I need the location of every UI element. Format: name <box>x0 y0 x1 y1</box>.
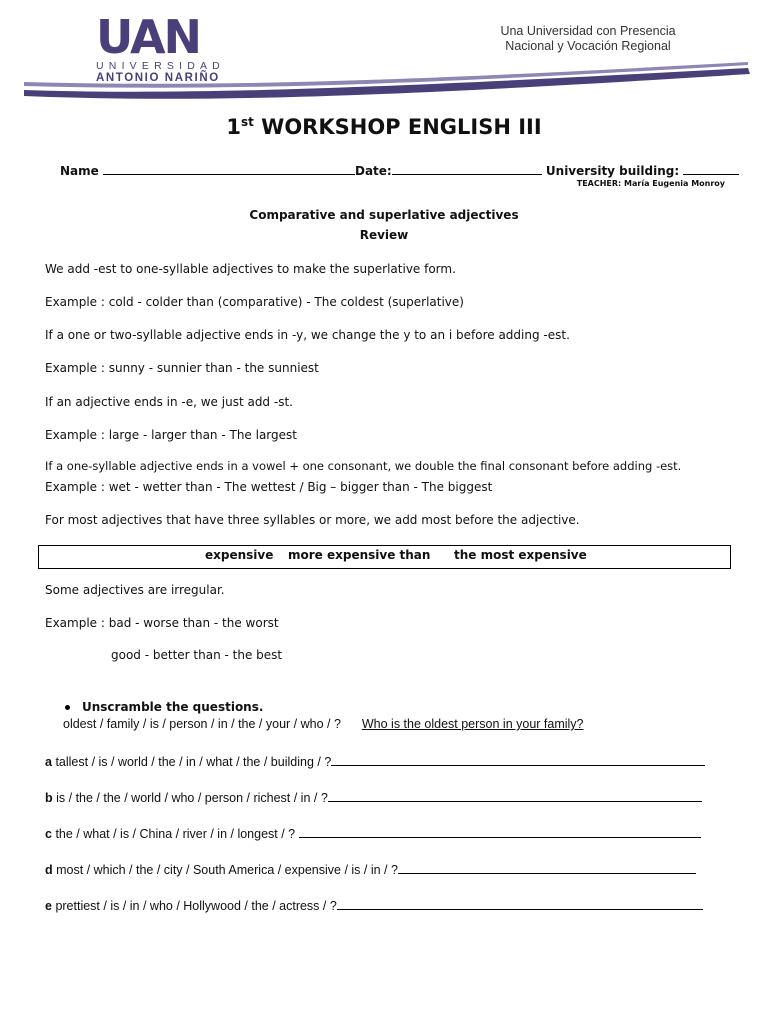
university-tagline <box>468 24 708 54</box>
title-ordinal: 1 <box>226 115 241 139</box>
rule-example: Example : wet - wetter than - The wettest / Big – bigger than - The biggest <box>45 480 493 494</box>
tagline-line-1: Una Universidad con Presencia <box>500 24 676 38</box>
header-swoosh-decoration <box>0 52 768 104</box>
item-prompt: prettiest / is / in / who / Hollywood / the / actress / ? <box>55 899 337 913</box>
example-prompt: oldest / family / is / person / in / the / your / who / ? <box>63 717 341 731</box>
exercise-item-a <box>45 753 705 769</box>
irregular-intro: Some adjectives are irregular. <box>45 583 225 597</box>
answer-blank-e[interactable] <box>337 897 703 910</box>
item-letter: c <box>45 827 52 841</box>
item-prompt: is / the / the / world / who / person / richest / in / ? <box>56 791 328 805</box>
exercise-heading <box>65 700 263 714</box>
logo-line-universidad: UNIVERSIDAD <box>96 60 225 72</box>
tagline-line-2: Nacional y Vocación Regional <box>505 39 671 53</box>
name-label: Name <box>60 164 99 178</box>
student-fields-row <box>60 162 739 178</box>
title-text: WORKSHOP ENGLISH III <box>253 115 542 139</box>
rule-example: Example : sunny - sunnier than - the sunniest <box>45 361 319 375</box>
item-letter: b <box>45 791 53 805</box>
exercise-item-b <box>45 789 702 805</box>
exercise-example <box>63 717 584 731</box>
page-title <box>0 115 768 139</box>
date-label: Date: <box>354 164 392 178</box>
box-base-form: expensive <box>205 548 274 562</box>
item-prompt: the / what / is / China / river / in / longest / ? <box>55 827 299 841</box>
logo-line-antonio-narino: ANTONIO NARIÑO <box>96 72 220 84</box>
item-prompt: most / which / the / city / South America / expensive / is / in / ? <box>56 863 398 877</box>
rule-example: Example : large - larger than - The largest <box>45 428 297 442</box>
exercise-item-c <box>45 825 701 841</box>
rule-text: If a one-syllable adjective ends in a vowel + one consonant, we double the final consonant before adding -est. <box>45 459 682 473</box>
irregular-example-1: Example : bad - worse than - the worst <box>45 616 279 630</box>
date-blank[interactable] <box>392 162 542 175</box>
rule-text: For most adjectives that have three syllables or more, we add most before the adjective. <box>45 513 580 527</box>
section-title: Comparative and superlative adjectives <box>249 208 519 222</box>
answer-blank-d[interactable] <box>398 861 696 874</box>
answer-blank-b[interactable] <box>328 789 702 802</box>
exercise-item-e <box>45 897 703 913</box>
section-subtitle: Review <box>359 228 409 242</box>
example-answer: Who is the oldest person in your family? <box>361 717 584 731</box>
answer-blank-c[interactable] <box>299 825 701 838</box>
box-comparative-form: more expensive than <box>288 548 431 562</box>
box-superlative-form: the most expensive <box>454 548 587 562</box>
logo-letters: UAN <box>96 10 201 64</box>
irregular-example-2: good - better than - the best <box>111 648 283 662</box>
rule-text: If an adjective ends in -e, we just add -st. <box>45 395 293 409</box>
title-superscript: st <box>240 115 254 129</box>
building-label: University building: <box>545 164 680 178</box>
answer-blank-a[interactable] <box>331 753 705 766</box>
rule-text: If a one or two-syllable adjective ends in -y, we change the y to an i before adding -est. <box>45 328 570 342</box>
exercise-item-d <box>45 861 696 877</box>
name-blank[interactable] <box>103 162 355 175</box>
item-letter: e <box>45 899 52 913</box>
rule-text: We add -est to one-syllable adjectives to make the superlative form. <box>45 262 456 276</box>
teacher-name: TEACHER: María Eugenia Monroy <box>576 179 725 188</box>
building-blank[interactable] <box>683 162 739 175</box>
item-letter: d <box>45 863 53 877</box>
item-letter: a <box>45 755 52 769</box>
item-prompt: tallest / is / world / the / in / what / the / building / ? <box>55 755 332 769</box>
bullet-icon <box>65 705 70 710</box>
exercise-heading-text: Unscramble the questions. <box>82 700 264 714</box>
rule-example: Example : cold - colder than (comparative) - The coldest (superlative) <box>45 295 464 309</box>
